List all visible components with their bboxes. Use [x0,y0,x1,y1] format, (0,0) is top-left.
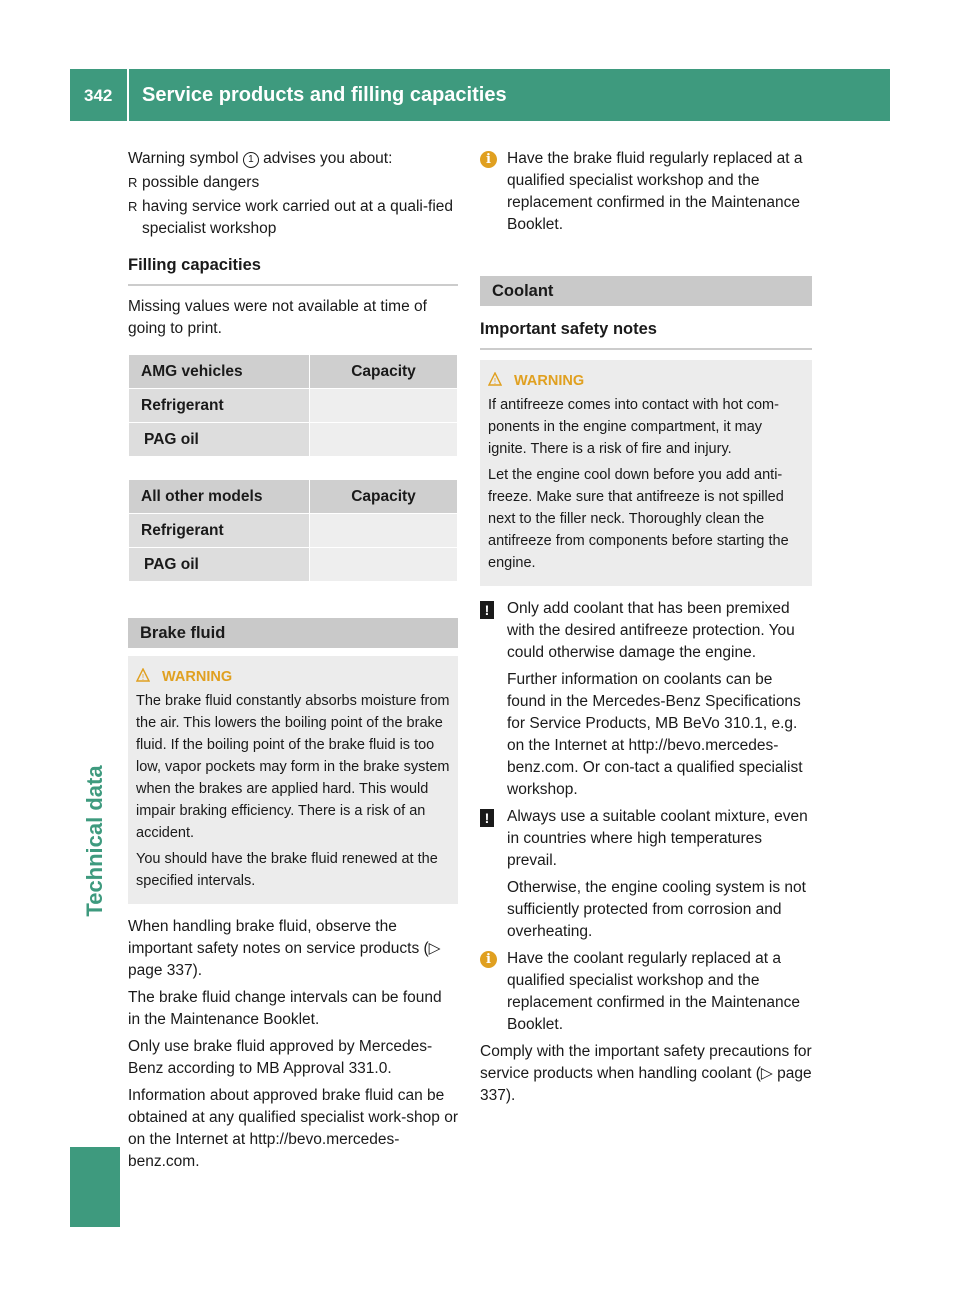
table-cell [310,514,458,548]
coolant-heading: Coolant [480,276,812,306]
svg-text:!: ! [141,673,145,682]
bullet-icon: R [128,199,138,214]
table-row [129,423,458,457]
table-cell [310,389,458,423]
warning-title: WARNING [162,669,233,685]
warning-symbol-intro: Warning symbol 1 advises you about: [128,150,393,167]
filling-capacities-heading: Filling capacities [128,254,458,286]
other-models-capacity-table [128,479,458,582]
table-cell: Refrigerant [129,514,310,548]
bullet-icon: R [128,175,138,190]
table-cell: PAG oil [129,423,310,457]
page-title: Service products and filling capacities [142,84,507,106]
header-divider [127,69,129,121]
info-note: i Have the brake fluid regularly replaced at a qualified specialist workshop and the replacement confirmed in the Maintenance Booklet. [480,148,812,236]
info-note: i Have the coolant regularly replaced at a qualified specialist workshop and the replacement confirmed in the Maintenance Booklet. [480,948,812,1036]
page-header [70,69,890,121]
warning-triangle-icon [488,372,502,386]
table-cell [310,423,458,457]
missing-values-note: Missing values were not available at time of going to print. [128,298,427,337]
table-header-cell: Capacity [310,355,458,389]
symbol-1-icon: 1 [243,152,259,168]
sidebar-label: Technical data [82,765,107,917]
info-icon: i [480,151,497,168]
brake-para-3: Only use brake fluid approved by Mercedes-Benz according to MB Approval 331.0. [128,1038,433,1077]
safety-notes-heading: Important safety notes [480,318,812,350]
svg-text:!: ! [493,377,497,386]
exclamation-icon: ! [480,601,494,619]
table-header-cell: AMG vehicles [129,355,310,389]
warning-text: Let the engine cool down before you add anti-freeze. Make sure that antifreeze is not spilled next to the filler neck. Thoroughly clean the antifreeze from components before starting the engine. [488,467,789,571]
right-column [480,148,812,1112]
sidebar-block [70,1147,120,1227]
warning-text: You should have the brake fluid renewed at the specified intervals. [136,851,438,889]
table-cell: Refrigerant [129,389,310,423]
bullet-item: R having service work carried out at a quali-fied specialist workshop [128,198,454,237]
table-row [129,389,458,423]
sidebar [70,121,120,1227]
table-cell: PAG oil [129,548,310,582]
brake-para-2: The brake fluid change intervals can be found in the Maintenance Booklet. [128,989,442,1028]
amg-capacity-table [128,354,458,457]
exclamation-icon: ! [480,809,494,827]
brake-para-1: When handling brake fluid, observe the important safety notes on service products (▷ page 337). [128,918,441,979]
table-header-cell: All other models [129,480,310,514]
bullet-item: R possible dangers [128,172,458,194]
table-header-cell: Capacity [310,480,458,514]
brake-para-4: Information about approved brake fluid can be obtained at any qualified specialist work-shop or on the Internet at http://bevo.mercedes-benz.com. [128,1087,458,1170]
warning-text: The brake fluid constantly absorbs moisture from the air. This lowers the boiling point of the brake fluid. If the boiling point of the brake fluid is too low, vapor pockets may form in the brake system when the brakes are applied hard. This would impair braking efficiency. There is a risk of an accident. [136,693,450,841]
warning-triangle-icon [136,668,150,682]
table-cell [310,548,458,582]
brake-warning-box [128,656,458,904]
brake-fluid-heading: Brake fluid [128,618,458,648]
caution-note: ! Always use a suitable coolant mixture, even in countries where high temperatures prevail. Otherwise, the engine cooling system is not sufficiently protected from corrosion and overheating. [480,806,812,943]
coolant-warning-box [480,360,812,586]
info-icon: i [480,951,497,968]
caution-note: ! Only add coolant that has been premixed with the desired antifreeze protection. You could otherwise damage the engine. Further information on coolants can be found in the Mercedes-Benz Specifications for Service Products, MB BeVo 310.1, e.g. on the Internet at http://bevo.mercedes-benz.com. Or con-tact a qualified specialist workshop. [480,598,812,801]
table-row [129,514,458,548]
table-row [129,548,458,582]
left-column [128,148,458,1178]
closing-paragraph: Comply with the important safety precautions for service products when handling coolant (▷ page 337). [480,1043,812,1104]
warning-title: WARNING [514,373,585,389]
warning-text: If antifreeze comes into contact with hot com-ponents in the engine compartment, it may ignite. There is a risk of fire and injury. [488,397,779,457]
page-number: 342 [84,86,113,105]
